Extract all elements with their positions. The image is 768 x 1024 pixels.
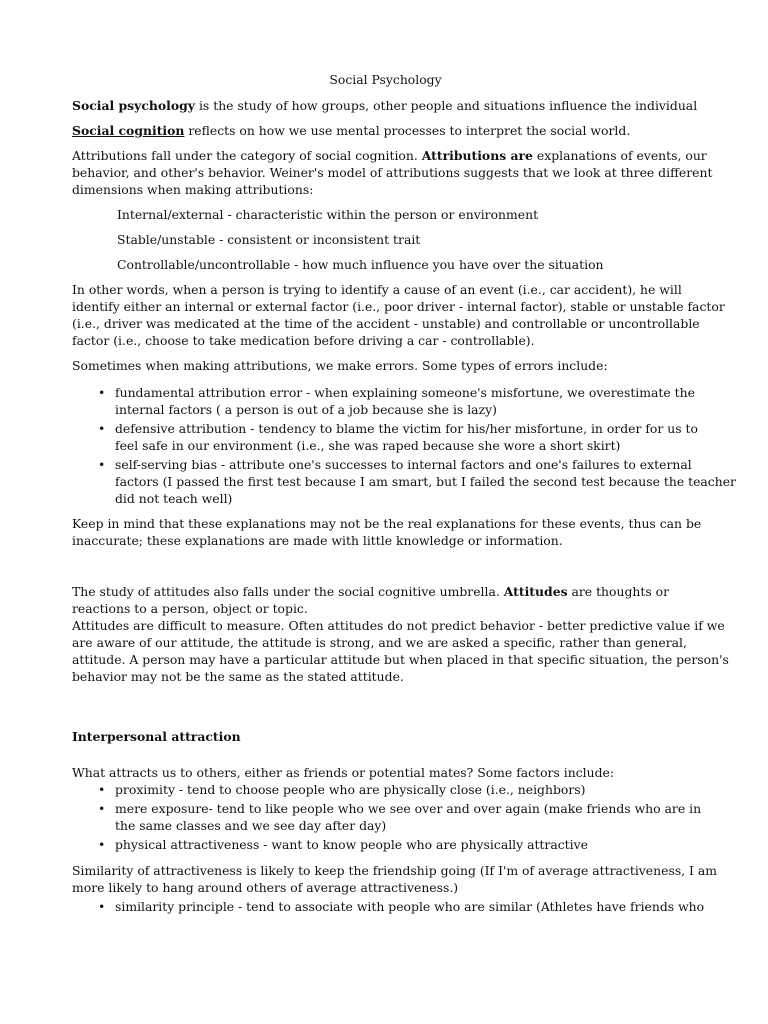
paragraph-line: behavior, and other's behavior. Weiner's model of attributions suggests that we look at three different	[72, 165, 713, 180]
term-social-cognition: Social cognition	[72, 123, 185, 138]
list-item: similarity principle - tend to associate with people who are similar (Athletes have friends who	[115, 899, 705, 914]
paragraph-line: factor (i.e., choose to take medication before driving a car - controllable).	[72, 333, 535, 348]
bullet-icon: •	[98, 837, 106, 852]
paragraph-line: more likely to hang around others of average attractiveness.)	[72, 880, 459, 895]
paragraph-line: Attitudes are difficult to measure. Often attitudes do not predict behavior - better predictive value if we	[72, 618, 725, 633]
dimension-item: Internal/external - characteristic within the person or environment	[117, 207, 539, 222]
page-title: Social Psychology	[329, 72, 442, 87]
bullet-icon: •	[98, 457, 106, 472]
list-item: physical attractiveness - want to know people who are physically attractive	[115, 837, 588, 852]
paragraph-line: Keep in mind that these explanations may not be the real explanations for these events, thus can be	[72, 516, 702, 531]
bullet-icon: •	[98, 385, 106, 400]
paragraph-line: dimensions when making attributions:	[72, 182, 314, 197]
list-item: proximity - tend to choose people who are physically close (i.e., neighbors)	[115, 782, 586, 797]
bullet-icon: •	[98, 801, 106, 816]
paragraph-line: What attracts us to others, either as friends or potential mates? Some factors include:	[72, 765, 615, 780]
term-social-psychology: Social psychology	[72, 98, 196, 113]
paragraph-line: Attributions fall under the category of social cognition. Attributions are explanations of events, our	[72, 148, 707, 163]
paragraph-line: identify either an internal or external factor (i.e., poor driver - internal factor), stable or unstable factor	[72, 299, 725, 314]
list-item-continued: factors (I passed the first test because I am smart, but I failed the second test because the teacher	[115, 474, 736, 489]
list-item-continued: did not teach well)	[115, 491, 233, 506]
list-item-continued: the same classes and we see day after day)	[115, 818, 387, 833]
paragraph-line: attitude. A person may have a particular attitude but when placed in that specific situation, the person's	[72, 652, 729, 667]
paragraph-line: (i.e., driver was medicated at the time of the accident - unstable) and controllable or uncontrollable	[72, 316, 700, 331]
term-attributions: Attributions are	[421, 148, 533, 163]
bullet-icon: •	[98, 421, 106, 436]
paragraph-line: Sometimes when making attributions, we make errors. Some types of errors include:	[72, 358, 608, 373]
list-item: defensive attribution - tendency to blame the victim for his/her misfortune, in order for us to	[115, 421, 698, 436]
list-item-continued: feel safe in our environment (i.e., she was raped because she wore a short skirt)	[115, 438, 621, 453]
paragraph-line: are aware of our attitude, the attitude is strong, and we are asked a specific, rather than general,	[72, 635, 687, 650]
list-item: mere exposure- tend to like people who we see over and over again (make friends who are in	[115, 801, 702, 816]
bullet-icon: •	[98, 782, 106, 797]
term-attitudes: Attitudes	[503, 584, 568, 599]
definition-social-cognition: Social cognition reflects on how we use mental processes to interpret the social world.	[72, 123, 631, 138]
dimension-item: Stable/unstable - consistent or inconsistent trait	[117, 232, 421, 247]
paragraph-line: The study of attitudes also falls under the social cognitive umbrella. Attitudes are thoughts or	[72, 584, 670, 599]
list-item: fundamental attribution error - when explaining someone's misfortune, we overestimate the	[115, 385, 695, 400]
paragraph-line: reactions to a person, object or topic.	[72, 601, 308, 616]
list-item-continued: internal factors ( a person is out of a job because she is lazy)	[115, 402, 497, 417]
paragraph-line: behavior may not be the same as the stated attitude.	[72, 669, 404, 684]
paragraph-line: Similarity of attractiveness is likely to keep the friendship going (If I'm of average attractiveness, I am	[72, 863, 718, 878]
list-item: self-serving bias - attribute one's successes to internal factors and one's failures to external	[115, 457, 692, 472]
definition-social-psychology: Social psychology is the study of how groups, other people and situations influence the individual	[72, 98, 698, 113]
bullet-icon: •	[98, 899, 106, 914]
dimension-item: Controllable/uncontrollable - how much influence you have over the situation	[117, 257, 604, 272]
section-heading: Interpersonal attraction	[72, 729, 241, 744]
paragraph-line: inaccurate; these explanations are made with little knowledge or information.	[72, 533, 563, 548]
paragraph-line: In other words, when a person is trying to identify a cause of an event (i.e., car accident), he will	[72, 282, 682, 297]
